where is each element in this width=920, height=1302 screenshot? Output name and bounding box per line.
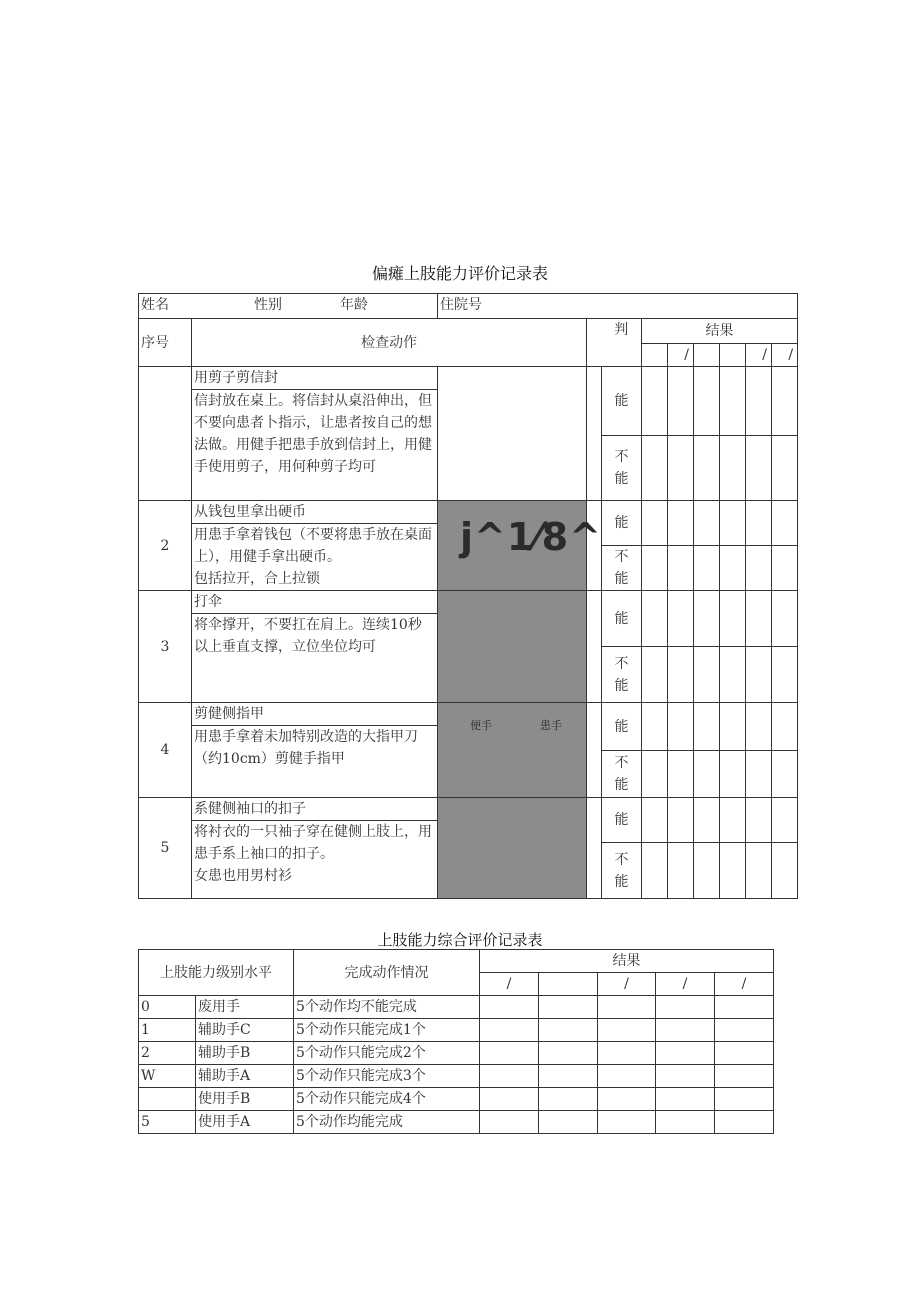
item-1-spacer [587, 367, 602, 501]
table-row [139, 996, 774, 1019]
cell [668, 436, 694, 501]
item-5-judge-can: 能 [602, 798, 642, 843]
result-cell [656, 1042, 715, 1065]
item-1-judge-can: 能 [602, 367, 642, 436]
result-cell [656, 1111, 715, 1134]
level-name-cell: 使用手B [196, 1088, 294, 1111]
cell [694, 703, 720, 751]
cell [694, 546, 720, 591]
level-cell [139, 1088, 196, 1111]
cell [668, 647, 694, 703]
result-cell [539, 1065, 598, 1088]
cell [746, 546, 772, 591]
level-cell: 0 [139, 996, 196, 1019]
level-name-cell: 使用手A [196, 1111, 294, 1134]
table2-title: 上肢能力综合评价记录表 [377, 931, 543, 949]
cell [720, 751, 746, 798]
cell [642, 703, 668, 751]
item-2-action [192, 501, 438, 591]
cell [720, 843, 746, 899]
upper-limb-evaluation-table [138, 293, 798, 899]
cell [746, 501, 772, 546]
result-cell [598, 996, 656, 1019]
result-cell [480, 996, 539, 1019]
status-cell: 5个动作均能完成 [294, 1111, 480, 1134]
cell [694, 367, 720, 436]
cell [668, 591, 694, 647]
item-2-judge-cannot: 不 能 [602, 546, 642, 591]
cell [668, 751, 694, 798]
cell [720, 798, 746, 843]
result2-col-5: / [715, 973, 774, 996]
cell [694, 436, 720, 501]
cell [668, 501, 694, 546]
result2-col-3: / [598, 973, 656, 996]
cell [694, 647, 720, 703]
cell [746, 647, 772, 703]
cell [720, 367, 746, 436]
item-2-judge-can: 能 [602, 501, 642, 546]
item-3-spacer [587, 591, 602, 703]
result-col-3 [694, 344, 720, 367]
cell [720, 546, 746, 591]
result-header-2: 结果 [480, 950, 774, 973]
item-3-judge-cannot: 不 能 [602, 647, 642, 703]
item-1-desc: 信封放在桌上。将信封从桌沿伸出，但不要向患者卜指示，让患者按自己的想法做。用健手把患手放到信封上，用健手使用剪子，用何种剪子均可 [194, 393, 432, 475]
photo-label-right: 患手 [540, 719, 562, 732]
level-cell: 5 [139, 1111, 196, 1134]
cell [746, 843, 772, 899]
result-cell [715, 1111, 774, 1134]
result-col-6: / [772, 344, 798, 367]
status-header: 完成动作情况 [294, 950, 480, 996]
status-cell: 5个动作只能完成2个 [294, 1042, 480, 1065]
cell [772, 546, 798, 591]
result-cell [598, 1019, 656, 1042]
result-cell [539, 1088, 598, 1111]
age-label: 年龄 [340, 297, 368, 313]
result-cell [715, 996, 774, 1019]
result-cell [539, 996, 598, 1019]
result-cell [656, 1019, 715, 1042]
item-4-judge-can: 能 [602, 703, 642, 751]
table-row [139, 1019, 774, 1042]
item-4-no: 4 [139, 703, 192, 798]
cell [720, 703, 746, 751]
cell [694, 501, 720, 546]
result-col-4 [720, 344, 746, 367]
cell [772, 751, 798, 798]
item-5-title: 系健侧袖口的扣子 [192, 798, 437, 821]
level-name-cell: 废用手 [196, 996, 294, 1019]
level-cell: 2 [139, 1042, 196, 1065]
cell [642, 798, 668, 843]
result-cell [715, 1065, 774, 1088]
result-cell [480, 1088, 539, 1111]
cell [668, 798, 694, 843]
result-cell [598, 1111, 656, 1134]
cell [772, 501, 798, 546]
result-header: 结果 [642, 319, 798, 344]
cell [668, 703, 694, 751]
sex-label: 性别 [254, 297, 282, 313]
result-cell [480, 1019, 539, 1042]
cell [668, 367, 694, 436]
item-5-photo-cell [438, 798, 587, 899]
cell [746, 367, 772, 436]
status-cell: 5个动作均不能完成 [294, 996, 480, 1019]
level-cell: 1 [139, 1019, 196, 1042]
status-cell: 5个动作只能完成3个 [294, 1065, 480, 1088]
result-cell [480, 1042, 539, 1065]
table-row [139, 1111, 774, 1134]
cell [642, 647, 668, 703]
action-header: 检查动作 [192, 319, 587, 367]
table-row [139, 1088, 774, 1111]
item-5-judge-cannot: 不 能 [602, 843, 642, 899]
cell [746, 703, 772, 751]
cell [668, 546, 694, 591]
photo-glyphs: j^1⁄8^ [460, 515, 602, 559]
item-3-desc: 将伞撑开，不要扛在肩上。连续10秒以上垂直支撑，立位坐位均可 [194, 617, 422, 655]
item-1-photo-cell [438, 367, 587, 501]
level-name-cell: 辅助手B [196, 1042, 294, 1065]
cell [642, 591, 668, 647]
cell [772, 843, 798, 899]
result-cell [598, 1065, 656, 1088]
comprehensive-evaluation-table [138, 949, 774, 1134]
result-cell [656, 1088, 715, 1111]
cell [642, 751, 668, 798]
table-row [139, 1065, 774, 1088]
cell [694, 751, 720, 798]
header-spacer [587, 319, 602, 367]
item-3-photo-cell [438, 591, 587, 703]
item-2-title: 从钱包里拿出硬币 [192, 501, 437, 524]
cell [720, 501, 746, 546]
result-cell [539, 1019, 598, 1042]
item-5-action [192, 798, 438, 899]
item-1-judge-cannot: 不 能 [602, 436, 642, 501]
item-1-title: 用剪子剪信封 [192, 367, 437, 390]
item-1-action [192, 367, 438, 501]
cell [642, 843, 668, 899]
level-name-cell: 辅助手A [196, 1065, 294, 1088]
status-cell: 5个动作只能完成1个 [294, 1019, 480, 1042]
result-cell [656, 1065, 715, 1088]
cell [746, 798, 772, 843]
cell [694, 798, 720, 843]
cell [694, 591, 720, 647]
item-2-no: 2 [139, 501, 192, 591]
result-cell [715, 1088, 774, 1111]
cell [694, 843, 720, 899]
item-5-no: 5 [139, 798, 192, 899]
cell [668, 843, 694, 899]
item-4-action [192, 703, 438, 798]
hospital-no-cell [438, 294, 798, 319]
item-2-desc: 用患手拿着钱包（不要将患手放在桌面上），用健手拿出硬币。 包括拉开，合上拉锁 [194, 527, 432, 587]
status-cell: 5个动作只能完成4个 [294, 1088, 480, 1111]
item-4-judge-cannot: 不 能 [602, 751, 642, 798]
cell [720, 647, 746, 703]
level-header: 上肢能力级别水平 [139, 950, 294, 996]
judge-header: 判 [602, 319, 642, 367]
result2-col-2 [539, 973, 598, 996]
photo-label-left: 便手 [470, 719, 492, 732]
item-5-desc: 将衬衣的一只袖子穿在健侧上肢上，用患手系上袖口的扣子。 女患也用男村衫 [194, 824, 432, 884]
result2-col-1: / [480, 973, 539, 996]
result-col-1 [642, 344, 668, 367]
item-3-judge-can: 能 [602, 591, 642, 647]
level-name-cell: 辅助手C [196, 1019, 294, 1042]
cell [642, 501, 668, 546]
result-col-2: / [668, 344, 694, 367]
result-col-5: / [746, 344, 772, 367]
cell [772, 703, 798, 751]
cell [772, 436, 798, 501]
cell [720, 436, 746, 501]
item-4-photo-cell [438, 703, 587, 798]
result-cell [715, 1019, 774, 1042]
item-4-title: 剪健侧指甲 [192, 703, 437, 726]
cell [772, 367, 798, 436]
item-3-no: 3 [139, 591, 192, 703]
cell [746, 436, 772, 501]
cell [642, 367, 668, 436]
cell [746, 591, 772, 647]
cell [642, 436, 668, 501]
cell [772, 798, 798, 843]
patient-info-cell [139, 294, 438, 319]
item-3-title: 打伞 [192, 591, 437, 614]
cell [746, 751, 772, 798]
result-cell [656, 996, 715, 1019]
cell [642, 546, 668, 591]
table1-title: 偏瘫上肢能力评价记录表 [371, 264, 548, 283]
level-cell: W [139, 1065, 196, 1088]
cell [772, 647, 798, 703]
result-cell [598, 1042, 656, 1065]
table-row [139, 1042, 774, 1065]
cell [772, 591, 798, 647]
result-cell [539, 1111, 598, 1134]
name-label: 姓名 [141, 297, 169, 313]
item-1-no [139, 367, 192, 501]
item-4-desc: 用患手拿着未加特别改造的大指甲刀（约10cm）剪健手指甲 [194, 729, 418, 767]
cell [720, 591, 746, 647]
hospital-no-label: 住院号 [440, 297, 482, 313]
result-cell [480, 1065, 539, 1088]
result-cell [539, 1042, 598, 1065]
item-4-spacer [587, 703, 602, 798]
result-cell [598, 1088, 656, 1111]
result-cell [715, 1042, 774, 1065]
result2-col-4: / [656, 973, 715, 996]
item-3-action [192, 591, 438, 703]
seq-header: 序号 [139, 319, 192, 367]
result-cell [480, 1111, 539, 1134]
item-5-spacer [587, 798, 602, 899]
